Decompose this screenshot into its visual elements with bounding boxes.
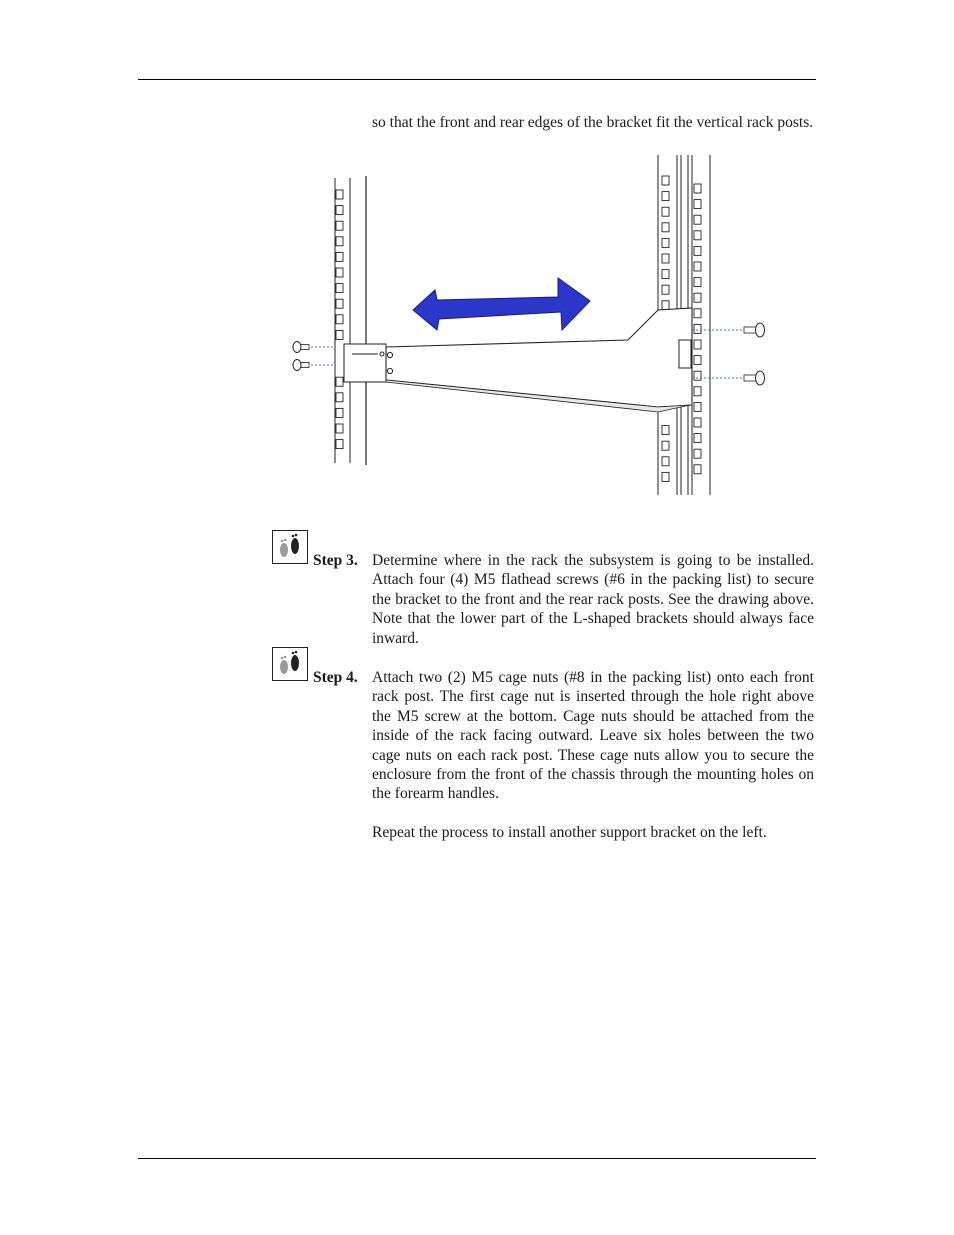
rack-hole — [336, 408, 343, 417]
rack-hole — [694, 371, 701, 380]
rack-hole — [336, 221, 343, 230]
footprints-icon — [272, 647, 308, 681]
rack-bracket-illustration — [280, 150, 780, 500]
rack-hole — [694, 278, 701, 287]
rack-hole — [694, 184, 701, 193]
rack-hole — [336, 284, 343, 293]
support-bracket — [344, 308, 692, 412]
rack-hole — [694, 200, 701, 209]
rack-hole — [336, 424, 343, 433]
step-4-text: Attach two (2) M5 cage nuts (#8 in the packing list) onto each front rack post. The first cage nut is inserted through the hole right above the M5 screw at the bottom. Cage nuts should be attached from the inside of the rack facing outward. Leave six holes between the two cage nuts on each rack post. These cage nuts allow you to secure the enclosure from the front of the chassis through the mounting holes on the forearm handles. — [372, 669, 814, 803]
rack-hole — [694, 309, 701, 318]
rack-hole — [662, 223, 669, 232]
rack-hole — [694, 215, 701, 224]
rack-hole — [694, 387, 701, 396]
rack-hole — [336, 440, 343, 449]
rack-hole — [662, 472, 669, 481]
rack-hole — [662, 176, 669, 185]
rack-hole — [336, 393, 343, 402]
rack-hole — [694, 465, 701, 474]
rack-hole — [662, 441, 669, 450]
rack-hole — [694, 434, 701, 443]
step-4-label: Step 4. — [313, 669, 358, 686]
rack-hole — [336, 299, 343, 308]
rack-hole — [336, 237, 343, 246]
rack-hole — [662, 270, 669, 279]
footprints-icon — [272, 530, 308, 564]
double-arrow — [413, 278, 590, 330]
rack-hole — [694, 356, 701, 365]
rack-hole — [336, 377, 343, 386]
rack-hole — [662, 285, 669, 294]
footer-rule — [138, 1158, 816, 1159]
rack-hole — [694, 324, 701, 333]
right-screws — [692, 323, 765, 385]
rack-hole — [694, 246, 701, 255]
rack-hole — [662, 301, 669, 310]
rack-hole — [662, 238, 669, 247]
step-3-label: Step 3. — [313, 552, 358, 569]
rack-hole — [336, 252, 343, 261]
closing-paragraph: Repeat the process to install another support bracket on the left. — [372, 824, 767, 841]
rack-hole — [662, 207, 669, 216]
rack-hole — [662, 192, 669, 201]
rack-hole — [694, 340, 701, 349]
rack-hole — [336, 268, 343, 277]
rack-hole — [694, 449, 701, 458]
rack-hole — [662, 457, 669, 466]
right-rack-post-holes-inner — [694, 184, 701, 474]
rack-hole — [336, 190, 343, 199]
rack-hole — [694, 402, 701, 411]
left-screws — [293, 342, 335, 371]
intro-paragraph: so that the front and rear edges of the bracket fit the vertical rack posts. — [372, 114, 814, 131]
rack-hole — [694, 293, 701, 302]
rack-hole — [336, 315, 343, 324]
rack-hole — [694, 262, 701, 271]
left-rack-post-holes — [336, 190, 343, 449]
step-3-text: Determine where in the rack the subsystem is going to be installed. Attach four (4) M5 flathead screws (#6 in the packing list) to secure the bracket to the front and the rear rack posts. See the drawing above. Note that the lower part of the L-shaped brackets should always face inward. — [372, 552, 814, 647]
rack-hole — [662, 426, 669, 435]
rack-hole — [662, 254, 669, 263]
rack-hole — [336, 206, 343, 215]
rack-hole — [336, 330, 343, 339]
rack-hole — [694, 418, 701, 427]
rack-hole — [694, 231, 701, 240]
header-rule — [138, 79, 816, 80]
